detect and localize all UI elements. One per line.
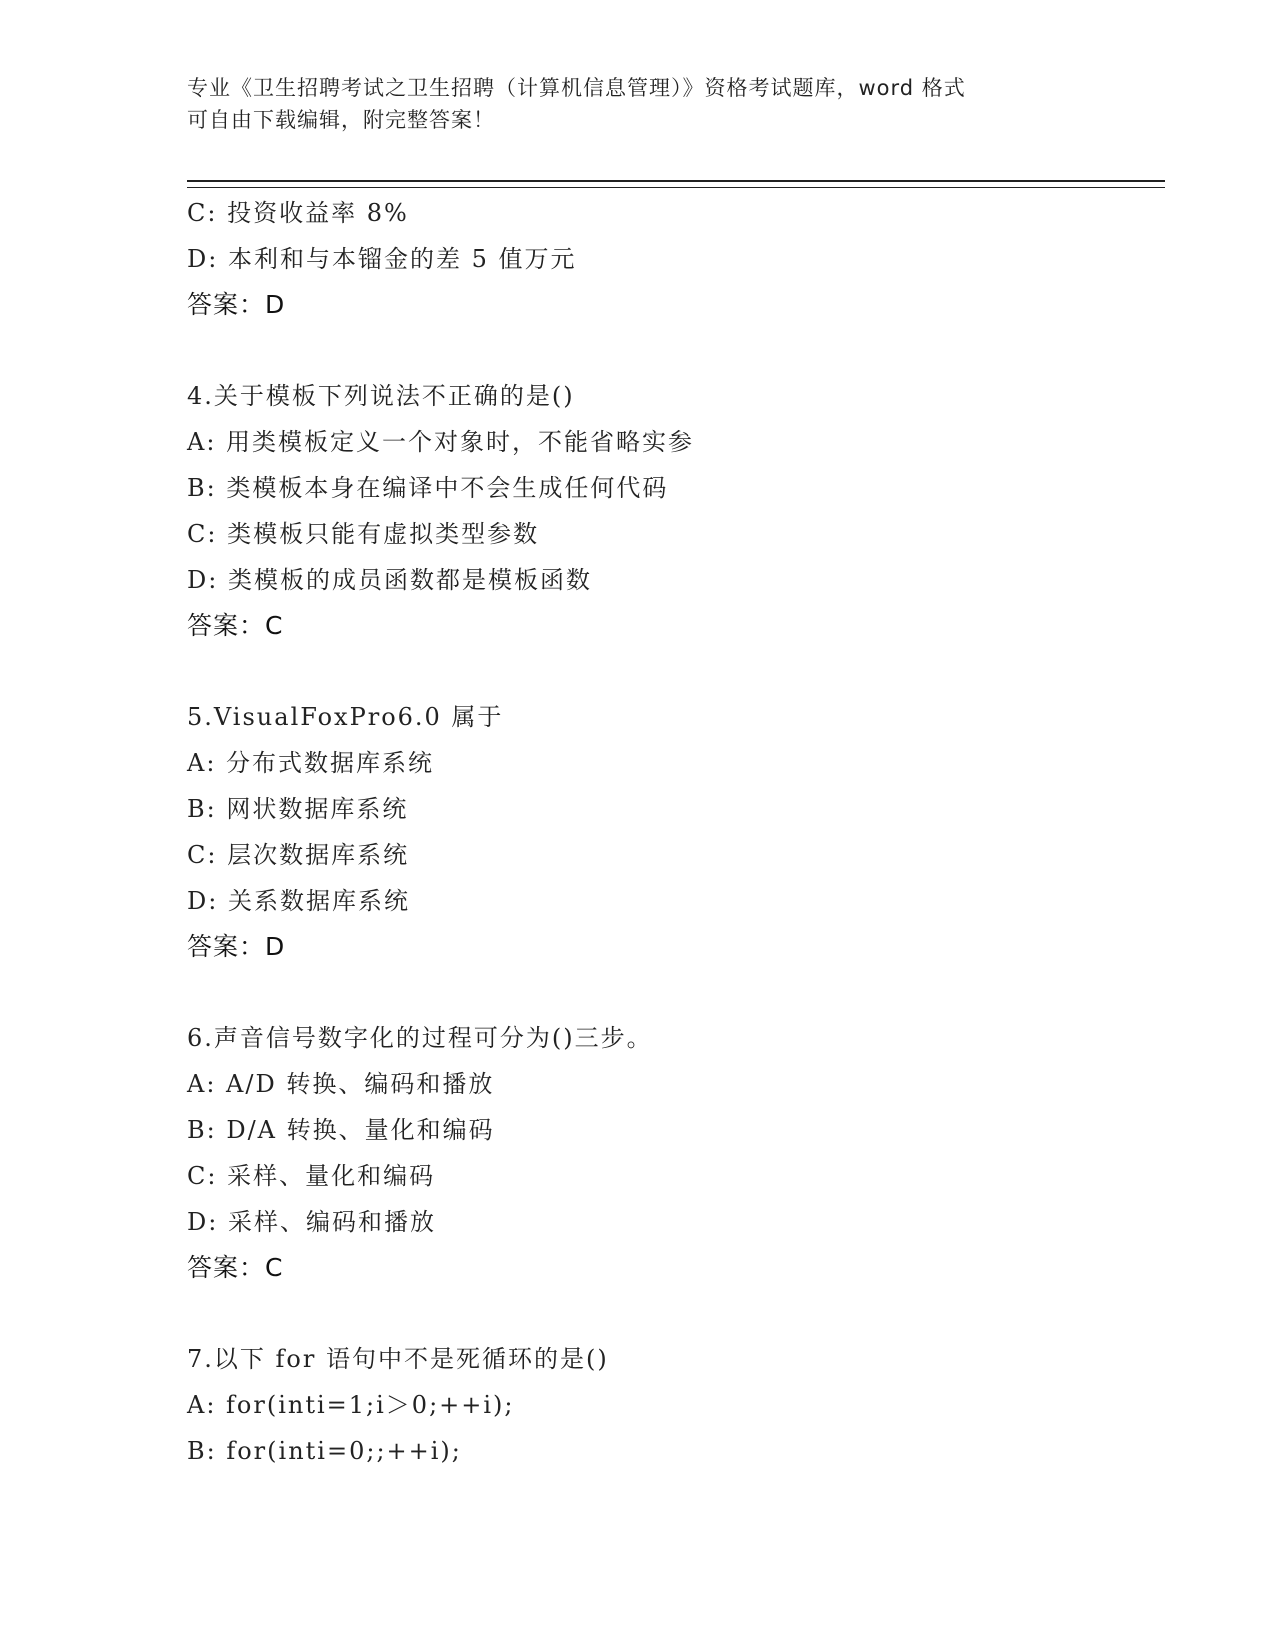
answer-line: 答案：C xyxy=(187,611,284,640)
option-line: D: 本利和与本镏金的差 5 值万元 xyxy=(187,245,577,273)
spacer xyxy=(187,328,1165,373)
option-line: A: 分布式数据库系统 xyxy=(187,749,435,777)
spacer xyxy=(187,649,1165,694)
question-block-7 xyxy=(187,1336,1165,1474)
option-line: A: 用类模板定义一个对象时，不能省略实参 xyxy=(187,428,695,456)
answer-line: 答案：C xyxy=(187,1253,284,1282)
document-header xyxy=(187,72,1067,136)
answer-line: 答案：D xyxy=(187,290,286,319)
question-stem: 5.VisualFoxPro6.0 属于 xyxy=(187,703,504,731)
option-line: C: 类模板只能有虚拟类型参数 xyxy=(187,520,540,548)
option-line: D: 采样、编码和播放 xyxy=(187,1208,436,1236)
question-block-5 xyxy=(187,694,1165,970)
question-block-3 xyxy=(187,190,1165,328)
question-block-6 xyxy=(187,1015,1165,1291)
spacer xyxy=(187,1291,1165,1336)
question-stem: 7.以下 for 语句中不是死循环的是() xyxy=(187,1345,609,1373)
question-list xyxy=(187,190,1165,1474)
option-line: B: 网状数据库系统 xyxy=(187,795,409,823)
answer-line: 答案：D xyxy=(187,932,286,961)
header-divider xyxy=(187,180,1165,188)
option-line: D: 关系数据库系统 xyxy=(187,887,410,915)
question-stem: 6.声音信号数字化的过程可分为()三步。 xyxy=(187,1024,653,1052)
option-line: C: 投资收益率 8% xyxy=(187,199,409,227)
option-line: A: for(inti=1;i＞0;++i); xyxy=(187,1391,515,1419)
option-line: C: 采样、量化和编码 xyxy=(187,1162,436,1190)
header-line-2: 可自由下载编辑，附完整答案！ xyxy=(187,108,495,132)
spacer xyxy=(187,970,1165,1015)
option-line: B: for(inti=0;;++i); xyxy=(187,1437,462,1465)
question-block-4 xyxy=(187,373,1165,649)
option-line: B: D/A 转换、量化和编码 xyxy=(187,1116,495,1144)
question-stem: 4.关于模板下列说法不正确的是() xyxy=(187,382,575,410)
header-line-1: 专业《卫生招聘考试之卫生招聘（计算机信息管理）》资格考试题库，word 格式 xyxy=(187,76,966,100)
option-line: A: A/D 转换、编码和播放 xyxy=(187,1070,495,1098)
option-line: D: 类模板的成员函数都是模板函数 xyxy=(187,566,592,594)
option-line: B: 类模板本身在编译中不会生成任何代码 xyxy=(187,474,669,502)
option-line: C: 层次数据库系统 xyxy=(187,841,410,869)
